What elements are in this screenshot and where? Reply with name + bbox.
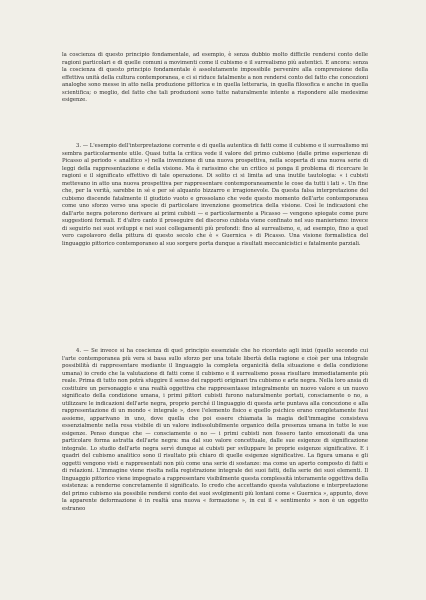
paragraph-1-text: la coscienza di questo principio fondamentale, ad esempio, è senza dubbio molto difficile rendersi conto delle ragioni particolari e di quelle comuni a movimenti come il cubismo e il surrealismo più autentici. E ancora: senza la coscienza di questo principio fondamentale è assolutamente impossibile pervenire alla comprensione della effettiva unità della cultura contemporanea, e ci si riduce fatalmente a non rendersi conto del fatto che concezioni analoghe sono messe in atto nella produzione pittorica e in quella letteraria, in quella filosofica e anche in quella scientifica; o meglio, del fatto che tali produzioni sono tutte naturalmente intente a rispondere alle medesime esigenze. xyxy=(62,52,368,103)
paragraph-1 xyxy=(62,52,368,105)
paragraph-3 xyxy=(62,143,368,248)
paragraph-3-text: 3. — L'esempio dell'interpretazione corrente e di quella autentica di fatti come il cubismo e il surrealismo mi sembra particolarmente utile. Quasi tutta la critica vede il valore del primo cubismo (dalle prime esperienze di Picasso al periodo « analitico ») nella invenzione di una nuova prospettiva, nella scoperta di una nuova serie di leggi della rappresentazione e della visione. Ma è rarissimo che un critico si ponga il problema di ricercare le ragioni e il significato effettivo di tale operazione. Di solito ci si limita ad una inutile tautologia: « i cubisti mettevano in atto una nuova prospettiva per rappresentare contemporaneamente le cose da tutti i lati ». Un fine che, per la verità, sarebbe in sé e per sé alquanto bizzarro e irragionevole. Da questa falsa interpretazione del cubismo discende fatalmente il giudizio vuoto e grossolano che vede questo momento dell'arte contemporanea come uno sforzo verso una specie di particolare invenzione geometrica della visione. Così le indicazioni che dall'arte negra poterono derivare ai primi cubisti — e particolarmente a Picasso — vengono spiegate come pure suggestioni formali. E d'altro canto il proseguire del discorso cubista viene confinato nel suo manierismo: invece di seguirlo nei suoi sviluppi e nei suoi collegamenti più profondi: fino al surrealismo, e, ad esempio, fino a quel vero capolavoro della pittura di questo secolo che è « Guernica » di Picasso. Una visione formalistica del linguaggio pittorico contemporaneo al suo sorgere porta dunque a risultati meccanicistici e fatalmente parziali. xyxy=(62,143,368,247)
paragraph-4-text: 4. — Se invece si ha coscienza di quel principio essenziale che ho ricordato agli inizi (quello secondo cui l'arte contemporanea più vera si basa sullo sforzo per una totale libertà della ragione e cioè per una integrale possibilità di rappresentare mediante il linguaggio la completa organicità della situazione e della condizione umana) io credo che la valutazione di fatti come il cubismo e il surrealismo possa risultare immediatamente più reale. Prima di tutto non potrà sfuggire il senso dei rapporti originari tra cubismo e arte negra. Nella loro ansia di costituire un personaggio e una realtà oggettiva che rappresentasse integralmente un nuovo valore e un nuovo significato della condizione umana, i primi pittori cubisti furono naturalmente portati, consciamente o no, a utilizzare le indicazioni dell'arte negra, proprio perché il linguaggio di questa arte puntava alla concezione e alla rappresentazione di un mondo « integrale », dove l'elemento fisico e quello psichico erano completamente fusi assieme, apparivano in uno, dove quella che poi essere chiamata la magia dell'immagine consisteva essenzialmente nella resa visibile di un valore indissolubilmente organico della presenza umana in tutte le sue esigenze. Penso dunque che — consciamente o no — i primi cubisti non fossero tanto emozionati da una particolare forma astratta dell'arte negra: ma dal suo valore concettuale, dalle sue esigenze di significazione integrale. Lo studio dell'arte negra servì dunque ai cubisti per sviluppare le proprie esigenze significative. E i quadri del cubismo analitico sono il risultato più chiaro di quelle esigenze significative. La figura umana e gli oggetti vengono visti e rappresentati non più come una serie di sostanze: ma come un aperto composto di fatti e di relazioni. L'immagine viene risolta nella registrazione integrale dei suoi fatti, della serie dei suoi elementi. Il linguaggio pittorico viene impegnato a rappresentare visibilmente questa complessità interamente oggettiva della esistenza: a renderne concretamente il significato. Io credo che accettando questa valutazione e interpretazione del primo cubismo sia possibile rendersi conto dei suoi svolgimenti più lontani come « Guernica », appunto, dove la apparente deformazione è in realtà una nuova « formazione », in cui il « sentimento » non è un oggetto estraneo xyxy=(62,348,368,512)
paragraph-4 xyxy=(62,348,368,513)
